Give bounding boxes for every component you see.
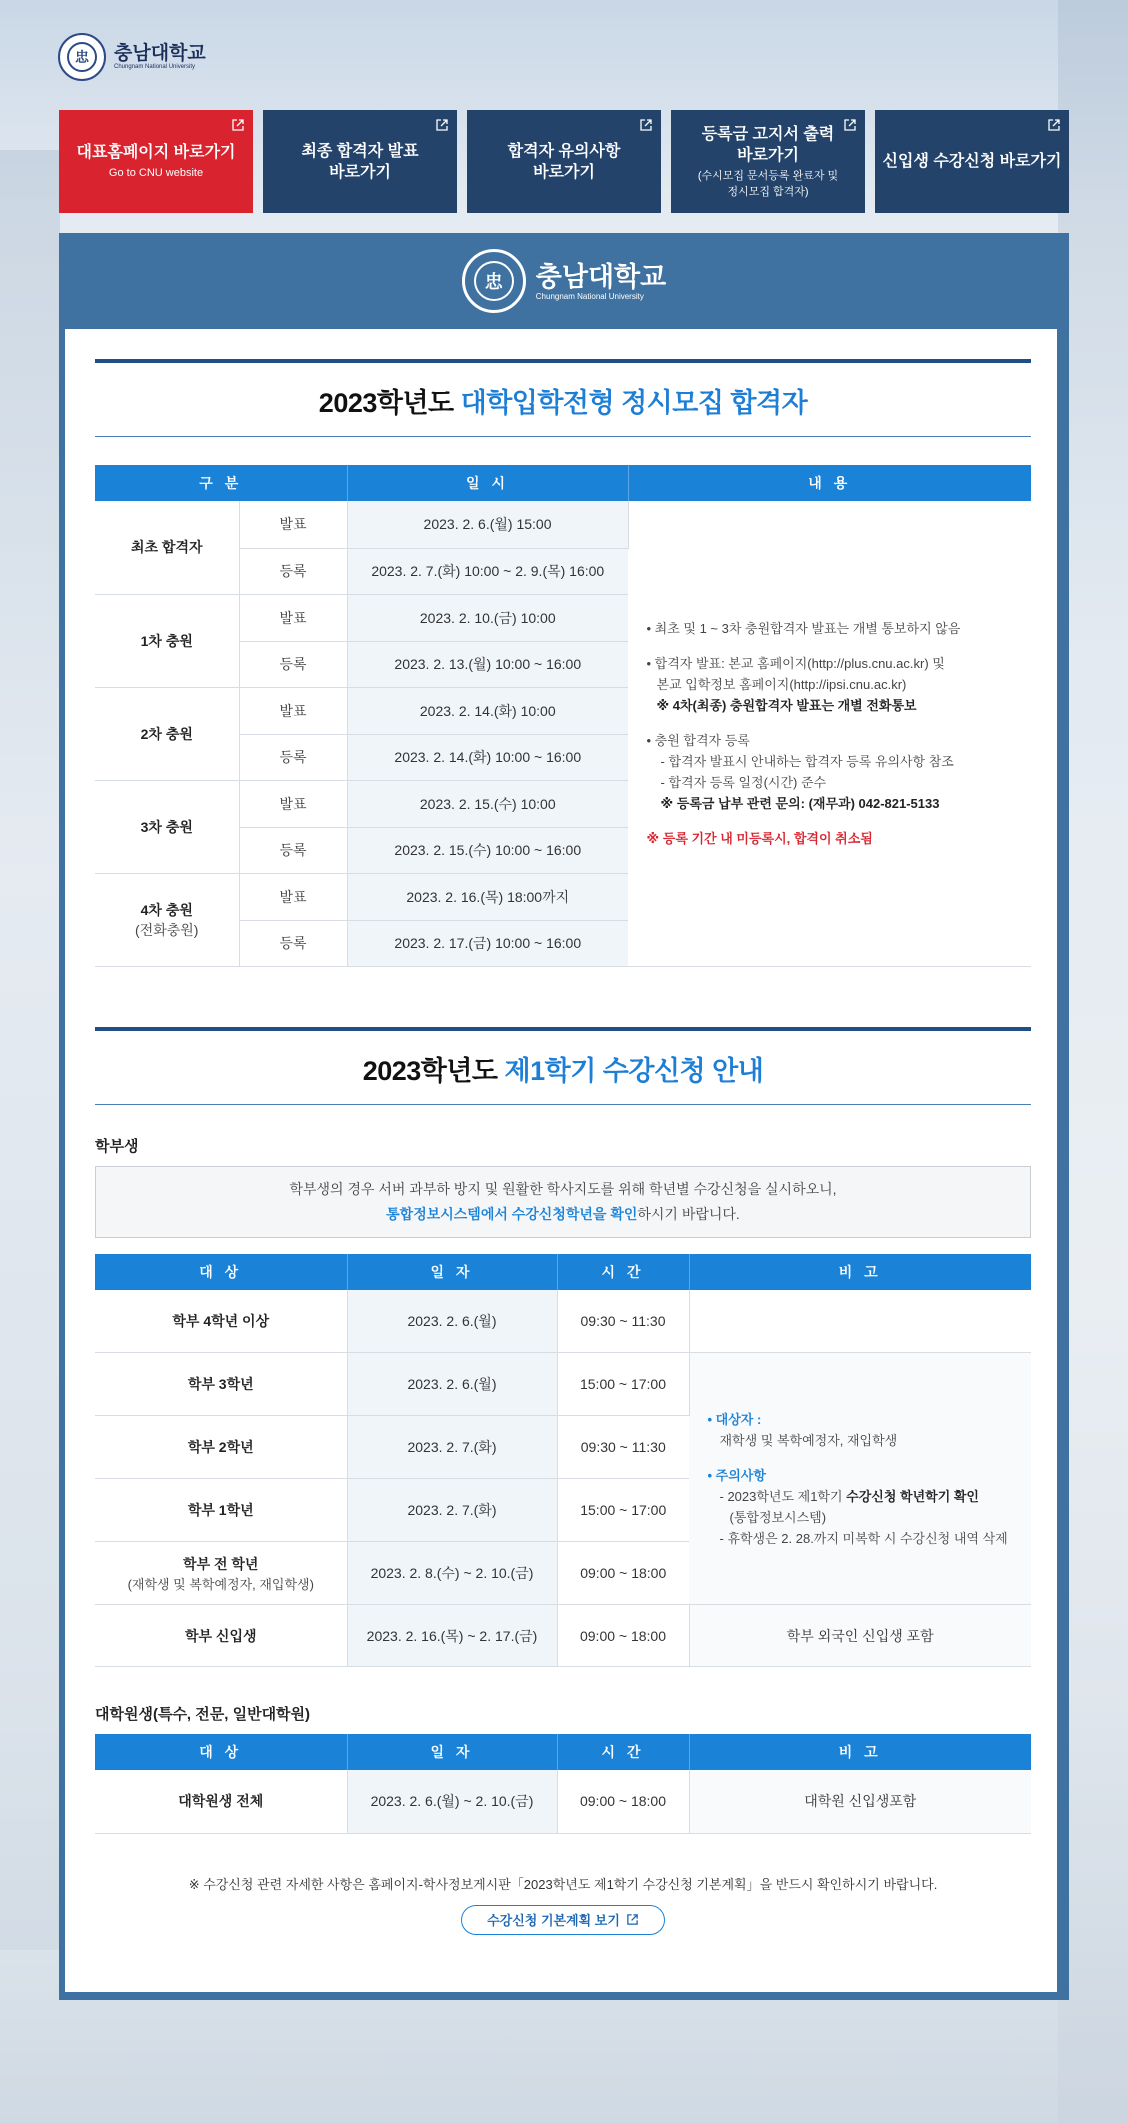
panel-logo-name-en: Chungnam National University <box>535 291 644 301</box>
main-panel <box>59 233 1069 2000</box>
row-date: 2023. 2. 14.(화) 10:00 <box>347 687 628 734</box>
group-name-text: 4차 충원 <box>140 901 193 918</box>
row-type: 등록 <box>239 641 347 687</box>
row-time: 09:00 ~ 18:00 <box>557 1542 689 1605</box>
header-content: 내 용 <box>628 465 1031 501</box>
row-date: 2023. 2. 13.(월) 10:00 ~ 16:00 <box>347 641 628 687</box>
row-date: 2023. 2. 6.(월) 15:00 <box>347 501 628 548</box>
row-type: 등록 <box>239 827 347 873</box>
cnu-homepage-button-sublabel: Go to CNU website <box>108 167 204 179</box>
row-target: 대학원생 전체 <box>95 1770 347 1833</box>
row-remark: 대학원 신입생포함 <box>689 1770 1031 1833</box>
row-date: 2023. 2. 6.(월) <box>347 1290 557 1353</box>
row-date: 2023. 2. 7.(화) <box>347 1416 557 1479</box>
remark-caution-1-prefix: - 2023학년도 제1학기 <box>719 1488 847 1504</box>
registration-remarks <box>689 1353 1031 1605</box>
table-row <box>95 1290 1031 1353</box>
tuition-bill-button[interactable] <box>671 110 865 213</box>
row-date: 2023. 2. 15.(수) 10:00 <box>347 780 628 827</box>
note-cancellation-warning: ※ 등록 기간 내 미등록시, 합격이 취소됨 <box>646 830 873 846</box>
title-highlight: 대학입학전형 정시모집 합격자 <box>460 388 808 418</box>
header-remarks: 비 고 <box>689 1734 1031 1770</box>
row-target: 학부 1학년 <box>95 1479 347 1542</box>
row-target: 학부 4학년 이상 <box>95 1290 347 1353</box>
row-type: 발표 <box>239 687 347 734</box>
header-target: 대 상 <box>95 1734 347 1770</box>
quick-link-buttons <box>59 110 1069 213</box>
header-logo[interactable] <box>58 33 206 81</box>
external-link-icon <box>639 118 653 132</box>
admission-notice-button[interactable] <box>467 110 661 213</box>
row-type: 발표 <box>239 501 347 548</box>
admission-notes <box>628 501 1031 966</box>
header-time: 시 간 <box>557 1734 689 1770</box>
grad-heading: 대학원생(특수, 전문, 일반대학원) <box>95 1706 311 1723</box>
info-line-2-rest: 하시기 바랍니다. <box>637 1205 740 1222</box>
note-registration: • 충원 합격자 등록 <box>646 732 750 748</box>
row-type: 등록 <box>239 548 347 594</box>
course-registration-button[interactable] <box>875 110 1069 213</box>
row-date: 2023. 2. 14.(화) 10:00 ~ 16:00 <box>347 734 628 780</box>
table-row <box>95 1605 1031 1667</box>
external-link-icon <box>231 118 245 132</box>
row-date: 2023. 2. 16.(목) 18:00까지 <box>347 873 628 920</box>
panel-header <box>59 233 1069 329</box>
row-target-sub: (재학생 및 복학예정자, 재입학생) <box>127 1576 314 1592</box>
group-name: 3차 충원 <box>95 780 239 873</box>
header-date: 일 자 <box>347 1254 557 1290</box>
row-time: 09:30 ~ 11:30 <box>557 1416 689 1479</box>
info-line-2-highlight: 통합정보시스템에서 수강신청학년을 확인 <box>386 1205 638 1222</box>
header-category: 구 분 <box>95 465 347 501</box>
group-name-sub: (전화충원) <box>135 921 199 938</box>
view-registration-plan-label: 수강신청 기본계획 보기 <box>487 1913 620 1928</box>
remark-caution-2: - 휴학생은 2. 28.까지 미복학 시 수강신청 내역 삭제 <box>719 1530 1008 1546</box>
info-line-1: 학부생의 경우 서버 과부하 방지 및 원활한 학사지도를 위해 학년별 수강신청을 실시하오니, <box>289 1180 837 1197</box>
admission-notice-button-label: 합격자 유의사항 바로가기 <box>507 142 621 181</box>
admission-section-title <box>95 363 1031 436</box>
row-type: 발표 <box>239 780 347 827</box>
header-date: 일 자 <box>347 1734 557 1770</box>
header-target: 대 상 <box>95 1254 347 1290</box>
background-building-left <box>0 150 60 1950</box>
title-prefix: 2023학년도 <box>362 1055 505 1086</box>
external-link-icon <box>626 1913 639 1926</box>
header-datetime: 일 시 <box>347 465 628 501</box>
tuition-bill-button-sublabel: (수시모집 문서등록 완료자 및 정시모집 합격자) <box>697 169 839 198</box>
row-type: 등록 <box>239 734 347 780</box>
tuition-bill-button-label: 등록금 고지서 출력 바로가기 <box>701 125 835 164</box>
undergrad-heading: 학부생 <box>95 1137 139 1155</box>
course-registration-button-label: 신입생 수강신청 바로가기 <box>882 153 1062 170</box>
row-date: 2023. 2. 16.(목) ~ 2. 17.(금) <box>347 1605 557 1667</box>
row-date: 2023. 2. 6.(월) <box>347 1353 557 1416</box>
remark-target-title: • 대상자 : <box>707 1411 762 1427</box>
remark-caution-1-sub: (통합정보시스템) <box>729 1509 827 1525</box>
note-announcement-site: 본교 입학정보 홈페이지(http://ipsi.cnu.ac.kr) <box>656 676 907 692</box>
panel-body <box>65 329 1057 1992</box>
group-name: 1차 충원 <box>95 594 239 687</box>
table-row <box>95 1353 1031 1416</box>
remark-caution-1-bold: 수강신청 학년학기 확인 <box>846 1488 979 1504</box>
view-registration-plan-button[interactable] <box>461 1905 665 1935</box>
logo-name-kr: 충남대학교 <box>114 43 206 64</box>
external-link-icon <box>843 118 857 132</box>
note-individual-notice: • 최초 및 1 ~ 3차 충원합격자 발표는 개별 통보하지 않음 <box>646 620 961 636</box>
row-date: 2023. 2. 7.(화) <box>347 1479 557 1542</box>
header-time: 시 간 <box>557 1254 689 1290</box>
note-final-call: ※ 4차(최종) 충원합격자 발표는 개별 전화통보 <box>656 697 917 713</box>
row-type: 발표 <box>239 873 347 920</box>
cnu-homepage-button[interactable] <box>59 110 253 213</box>
registration-section-title <box>95 1031 1031 1104</box>
cnu-homepage-button-label: 대표홈페이지 바로가기 <box>76 144 236 161</box>
admission-schedule-table <box>95 465 1031 967</box>
row-time: 09:30 ~ 11:30 <box>557 1290 689 1353</box>
row-target-text: 학부 전 학년 <box>183 1555 259 1572</box>
registration-footnote: ※ 수강신청 관련 자세한 사항은 홈페이지-학사정보게시판「2023학년도 제1학기 수강신청 기본계획」을 반드시 확인하시기 바랍니다. <box>188 1876 938 1892</box>
university-emblem-icon: 忠 <box>58 33 106 81</box>
title-highlight: 제1학기 수강신청 안내 <box>504 1055 764 1086</box>
grad-schedule-table <box>95 1734 1031 1834</box>
row-time: 15:00 ~ 17:00 <box>557 1479 689 1542</box>
university-emblem-icon: 忠 <box>462 249 526 313</box>
logo-name-en: Chungnam National University <box>114 64 196 70</box>
note-registration-detail: - 합격자 발표시 안내하는 합격자 등록 유의사항 참조 <box>660 753 954 769</box>
row-remark: 학부 외국인 신입생 포함 <box>689 1605 1031 1667</box>
row-time: 09:00 ~ 18:00 <box>557 1770 689 1833</box>
note-registration-schedule: - 합격자 등록 일정(시간) 준수 <box>660 774 827 790</box>
group-name: 최초 합격자 <box>95 501 239 594</box>
final-result-button-label: 최종 합격자 발표 바로가기 <box>301 142 419 181</box>
title-prefix: 2023학년도 <box>318 388 461 418</box>
row-remark-empty <box>689 1290 1031 1353</box>
external-link-icon <box>1047 118 1061 132</box>
row-date: 2023. 2. 10.(금) 10:00 <box>347 594 628 641</box>
note-announcement: • 합격자 발표: 본교 홈페이지(http://plus.cnu.ac.kr) 및 <box>646 655 945 671</box>
row-target: 학부 2학년 <box>95 1416 347 1479</box>
row-target: 학부 3학년 <box>95 1353 347 1416</box>
table-row <box>95 501 1031 548</box>
row-date: 2023. 2. 6.(월) ~ 2. 10.(금) <box>347 1770 557 1833</box>
note-tuition-contact: ※ 등록금 납부 관련 문의: (재무과) 042-821-5133 <box>660 795 940 811</box>
row-target: 학부 신입생 <box>95 1605 347 1667</box>
row-date: 2023. 2. 7.(화) 10:00 ~ 2. 9.(목) 16:00 <box>347 548 628 594</box>
row-date: 2023. 2. 17.(금) 10:00 ~ 16:00 <box>347 920 628 966</box>
final-result-button[interactable] <box>263 110 457 213</box>
group-name <box>95 873 239 966</box>
row-date: 2023. 2. 15.(수) 10:00 ~ 16:00 <box>347 827 628 873</box>
table-row <box>95 1770 1031 1833</box>
remark-caution-title: • 주의사항 <box>707 1467 766 1483</box>
row-date: 2023. 2. 8.(수) ~ 2. 10.(금) <box>347 1542 557 1605</box>
remark-target-body: 재학생 및 복학예정자, 재입학생 <box>719 1432 898 1448</box>
undergrad-info-box <box>95 1166 1031 1238</box>
group-name: 2차 충원 <box>95 687 239 780</box>
row-time: 09:00 ~ 18:00 <box>557 1605 689 1667</box>
panel-logo-name-kr: 충남대학교 <box>535 261 667 292</box>
row-time: 15:00 ~ 17:00 <box>557 1353 689 1416</box>
row-type: 등록 <box>239 920 347 966</box>
external-link-icon <box>435 118 449 132</box>
header-remarks: 비 고 <box>689 1254 1031 1290</box>
undergrad-schedule-table <box>95 1254 1031 1668</box>
row-type: 발표 <box>239 594 347 641</box>
row-target <box>95 1542 347 1605</box>
